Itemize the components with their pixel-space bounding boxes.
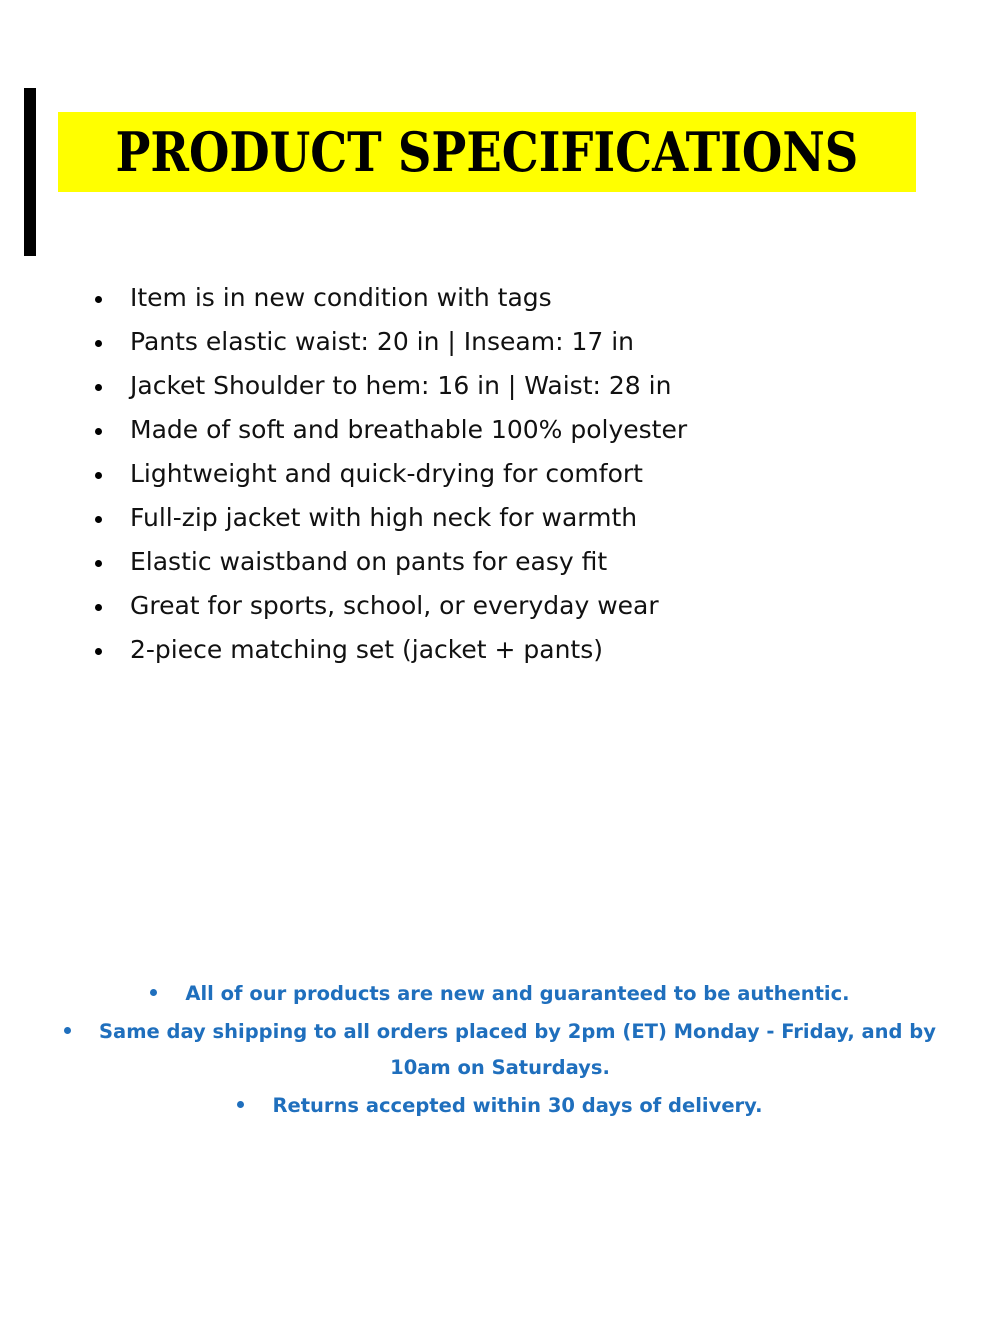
bullet-icon xyxy=(95,384,102,391)
bullet-icon xyxy=(95,648,102,655)
spec-text: 2-piece matching set (jacket + pants) xyxy=(130,635,604,664)
spec-item xyxy=(0,540,687,584)
spec-text: Item is in new condition with tags xyxy=(130,283,552,312)
page-title: PRODUCT SPECIFICATIONS xyxy=(115,120,859,184)
spec-item xyxy=(0,408,687,452)
spec-item xyxy=(0,584,687,628)
policy-item-returns xyxy=(60,1088,940,1124)
spec-item xyxy=(0,628,687,672)
bullet-icon xyxy=(150,989,157,996)
policy-item-shipping xyxy=(60,1014,940,1086)
spec-text: Pants elastic waist: 20 in | Inseam: 17 in xyxy=(130,327,634,356)
store-policies-list xyxy=(60,976,940,1126)
bullet-icon xyxy=(95,428,102,435)
policy-text: Returns accepted within 30 days of delivery. xyxy=(272,1094,763,1117)
specifications-list xyxy=(0,276,687,672)
spec-text: Great for sports, school, or everyday wear xyxy=(130,591,659,620)
spec-item xyxy=(0,364,687,408)
spec-item xyxy=(0,276,687,320)
spec-item xyxy=(0,452,687,496)
spec-text: Jacket Shoulder to hem: 16 in | Waist: 28 in xyxy=(130,371,672,400)
title-highlight xyxy=(58,112,916,192)
bullet-icon xyxy=(64,1027,71,1034)
bullet-icon xyxy=(95,604,102,611)
bullet-icon xyxy=(95,340,102,347)
bullet-icon xyxy=(95,472,102,479)
bullet-icon xyxy=(237,1101,244,1108)
bullet-icon xyxy=(95,296,102,303)
spec-text: Made of soft and breathable 100% polyester xyxy=(130,415,688,444)
spec-text: Elastic waistband on pants for easy fit xyxy=(130,547,608,576)
spec-item xyxy=(0,320,687,364)
bullet-icon xyxy=(95,560,102,567)
left-accent-bar xyxy=(24,88,36,256)
policy-item-authenticity xyxy=(60,976,940,1012)
spec-text: Lightweight and quick-drying for comfort xyxy=(130,459,643,488)
bullet-icon xyxy=(95,516,102,523)
spec-text: Full-zip jacket with high neck for warmth xyxy=(130,503,638,532)
policy-text: Same day shipping to all orders placed by 2pm (ET) Monday - Friday, and by 10am on Saturdays. xyxy=(99,1020,936,1079)
spec-item xyxy=(0,496,687,540)
policy-text: All of our products are new and guaranteed to be authentic. xyxy=(185,982,850,1005)
